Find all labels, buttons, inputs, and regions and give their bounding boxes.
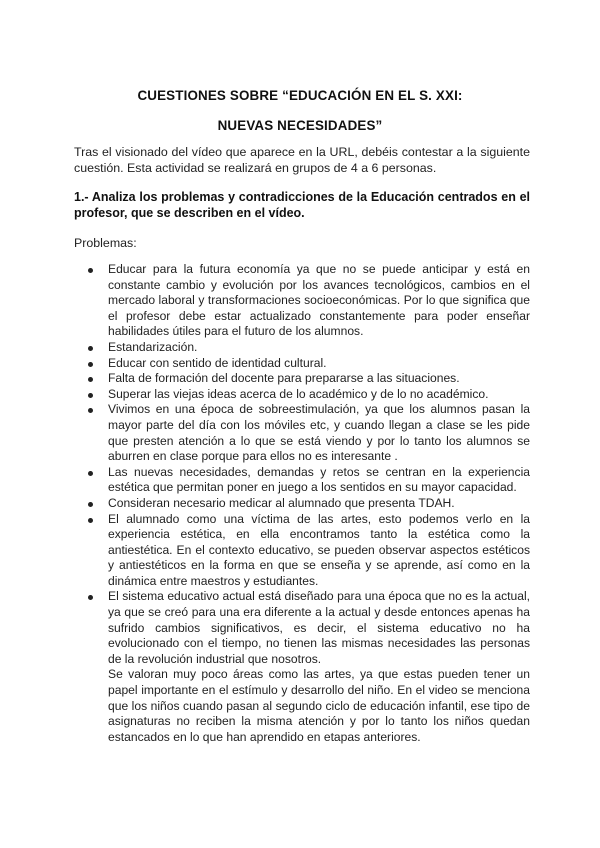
problems-label: Problemas: [74,236,137,250]
list-item [74,371,530,387]
list-item-text: Consideran necesario medicar al alumnado que presenta TDAH. [108,495,455,510]
list-item-text: El alumnado como una víctima de las artes, esto podemos verlo en la experiencia estética, en ella encontramos tanto la estética como la antiestética. En el contexto educativo, se pueden observar aspectos estéticos y antiestéticos en la forma en que se enseña y se aprende, así como en la dinámica entre maestros y estudiantes. [108,511,530,588]
list-item [74,496,530,512]
list-item-text: Superar las viejas ideas acerca de lo académico y de lo no académico. [108,386,489,401]
document-title-line-2: NUEVAS NECESIDADES” [217,118,383,133]
list-item [74,356,530,372]
bullet-icon [88,518,93,523]
list-item-text: Las nuevas necesidades, demandas y retos se centran en la experiencia estética que permitan poner en juego a los sentidos en su mayor capacidad. [108,464,530,495]
question-heading: 1.- Analiza los problemas y contradicciones de la Educación centrados en el profesor, que se describen en el vídeo. [74,190,530,220]
list-item-text: El sistema educativo actual está diseñado para una época que no es la actual, ya que se creó para una era diferente a la actual y desde entonces apenas ha sufrido cambios significativos, es decir, el sistema educativo no ha evolucionado con el tiempo, no tienen las mismas necesidades las personas de la revolución industrial que nosotros. [108,589,530,666]
bullet-icon [88,595,93,600]
list-item [74,387,530,403]
list-item [74,589,530,745]
bullet-icon [88,268,93,273]
bullet-icon [88,502,93,507]
list-item-text: Estandarización. [108,339,198,354]
list-item [74,340,530,356]
list-item [74,262,530,340]
list-item-text: Educar con sentido de identidad cultural. [108,355,327,370]
list-item-extra-paragraph: Se valoran muy poco áreas como las artes, ya que estas pueden tener un papel importante en el estímulo y desarrollo del niño. En el video se menciona que los niños cuando pasan al segundo ciclo de educación infantil, ese tipo de asignaturas no reciben la misma atención y por lo tanto los niños quedan estancados en lo que han aprendido en etapas anteriores. [108,667,530,744]
list-item [74,512,530,590]
problem-list [74,262,530,745]
bullet-icon [88,362,93,367]
bullet-icon [88,393,93,398]
bullet-icon [88,471,93,476]
list-item-text: Educar para la futura economía ya que no se puede anticipar y está en constante cambio y evolución por los avances tecnológicos, cambios en el mercado laboral y transformaciones socioeconómicas. Por lo que significa que el profesor debe estar actualizado constantemente para poder enseñar habilidades útiles para el futuro de los alumnos. [108,262,530,339]
list-item-text: Vivimos en una época de sobreestimulación, ya que los alumnos pasan la mayor parte del día con los móviles etc, y cuando llegan a clase se les pide que presten atención a lo que se está viendo y por lo tanto los alumnos se aburren en clase porque para ellos no es interesante . [108,402,530,464]
bullet-icon [88,346,93,351]
list-item-text: Falta de formación del docente para prepararse a las situaciones. [108,371,460,386]
bullet-icon [88,377,93,382]
list-item [74,465,530,496]
list-item [74,402,530,464]
intro-paragraph: Tras el visionado del vídeo que aparece en la URL, debéis contestar a la siguiente cuestión. Esta actividad se realizará en grupos de 4 a 6 personas. [74,145,530,175]
bullet-icon [88,408,93,413]
document-title-line-1: CUESTIONES SOBRE “EDUCACIÓN EN EL S. XXI: [137,88,463,103]
